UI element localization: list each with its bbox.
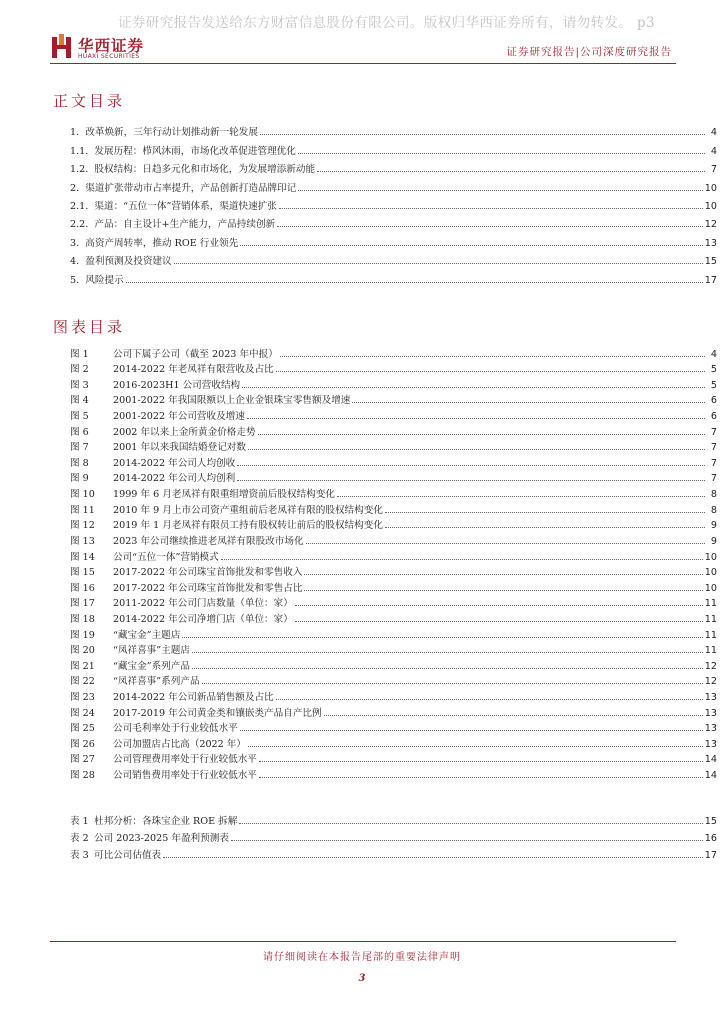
entry-page-number: 7 [710, 426, 717, 438]
entry-number: 图 8 [70, 457, 89, 469]
entry-number: 图 26 [70, 738, 95, 750]
dot-leader [317, 171, 705, 172]
figure-entry[interactable] [70, 344, 717, 360]
entry-number: 1. [70, 127, 86, 139]
toc-entry[interactable] [70, 157, 717, 175]
header-divider [50, 63, 676, 64]
entry-number: 图 11 [70, 504, 95, 516]
entry-number: 图 15 [70, 567, 95, 579]
figure-entry[interactable] [70, 672, 717, 688]
entry-page-number: 10 [704, 551, 717, 563]
dot-leader [298, 190, 702, 191]
entry-title[interactable]: 股权结构：日趋多元化和市场化，为发展增添新动能 [94, 164, 316, 176]
entry-page-number: 12 [704, 676, 717, 688]
entry-page-number: 5 [710, 364, 717, 376]
dot-leader [239, 823, 702, 824]
entry-title[interactable]: 可比公司估值表 [94, 850, 162, 861]
dot-leader [352, 402, 705, 403]
entry-number: 图 2 [70, 364, 89, 376]
entry-number: 图 23 [70, 692, 95, 704]
dot-leader [280, 356, 705, 357]
figure-entry[interactable] [70, 547, 717, 563]
entry-page-number: 17 [704, 850, 717, 861]
dot-leader [260, 134, 705, 135]
page-number: 3 [358, 973, 366, 984]
entry-number: 5. [70, 274, 86, 286]
entry-title[interactable]: 2017-2019 年公司黄金类和镶嵌类产品自产比例 [113, 707, 322, 719]
toc-entry[interactable] [70, 120, 717, 138]
figure-entry[interactable] [70, 484, 717, 500]
figure-entry[interactable] [70, 469, 717, 485]
dot-leader [248, 746, 703, 747]
entry-page-number: 4 [710, 145, 717, 157]
entry-number: 表 2 [70, 833, 89, 844]
dot-leader [126, 282, 703, 283]
entry-title[interactable]: 发展历程：栉风沐雨，市场化改革促进管理优化 [94, 145, 296, 157]
entry-page-number: 15 [704, 256, 717, 268]
entry-number: 图 1 [70, 348, 89, 360]
entry-page-number: 13 [704, 738, 717, 750]
dot-leader [163, 857, 703, 858]
table-entry[interactable] [70, 827, 717, 844]
entry-title[interactable]: 公司“五位一体”营销模式 [113, 551, 219, 563]
figure-entry[interactable] [70, 406, 717, 422]
entry-number: 图 16 [70, 582, 95, 594]
entry-number: 表 1 [70, 816, 89, 827]
dot-leader [248, 449, 705, 450]
legal-disclaimer: 请仔细阅读在本报告尾部的重要法律声明 [263, 952, 461, 963]
dot-leader [231, 840, 703, 841]
dot-leader [295, 621, 703, 622]
entry-title[interactable]: 2001-2022 年公司营收及增速 [113, 411, 245, 423]
entry-page-number: 8 [710, 489, 717, 501]
entry-number: 图 24 [70, 707, 95, 719]
dot-leader [306, 543, 705, 544]
entry-number: 图 21 [70, 660, 95, 672]
entry-page-number: 4 [710, 127, 717, 139]
figure-entry[interactable] [70, 625, 717, 641]
entry-page-number: 7 [710, 457, 717, 469]
toc-entry[interactable] [70, 267, 717, 285]
entry-number: 2.1. [70, 200, 95, 212]
dot-leader [240, 245, 703, 246]
entry-number: 2.2. [70, 219, 95, 231]
entry-number: 图 27 [70, 754, 95, 766]
entry-page-number: 9 [710, 535, 717, 547]
dot-leader [276, 699, 703, 700]
entry-number: 2. [70, 182, 86, 194]
entry-page-number: 15 [704, 816, 717, 827]
figure-entry[interactable] [70, 438, 717, 454]
dot-leader [247, 418, 705, 419]
huaxi-logo [50, 34, 170, 64]
entry-page-number: 11 [704, 598, 717, 610]
entry-title[interactable]: “藏宝金”主题店 [113, 629, 181, 641]
entry-title[interactable]: 2014-2022 年公司新品销售额及占比 [113, 692, 274, 704]
entry-number: 图 19 [70, 629, 95, 641]
entry-title[interactable]: 杜邦分析：各珠宝企业 ROE 拆解 [94, 816, 238, 827]
entry-page-number: 11 [704, 613, 717, 625]
figure-entry[interactable] [70, 578, 717, 594]
figure-entry[interactable] [70, 360, 717, 376]
dot-leader [258, 434, 705, 435]
entry-title[interactable]: 2010 年 9 月上市公司资产重组前后老凤祥有限的股权结构变化 [113, 504, 383, 516]
entry-number: 4. [70, 256, 86, 268]
entry-number: 图 10 [70, 489, 95, 501]
entry-page-number: 7 [710, 164, 717, 176]
dot-leader [324, 715, 703, 716]
entry-number: 图 28 [70, 770, 95, 782]
entry-title[interactable]: 盈利预测及投资建议 [85, 256, 172, 268]
entry-title[interactable]: 渠道：“五位一体”营销体系，渠道快速扩张 [94, 200, 277, 212]
entry-number: 图 18 [70, 613, 95, 625]
entry-number: 图 20 [70, 645, 95, 657]
entry-page-number: 10 [704, 582, 717, 594]
toc-list [70, 120, 717, 286]
entry-page-number: 12 [704, 219, 717, 231]
entry-title[interactable]: 改革焕新，三年行动计划推动新一轮发展 [85, 127, 258, 139]
dot-leader [337, 496, 705, 497]
dot-leader [240, 730, 703, 731]
figure-entry[interactable] [70, 594, 717, 610]
entry-number: 图 22 [70, 676, 95, 688]
dot-leader [295, 605, 703, 606]
entry-title[interactable]: 公司销售费用率处于行业较低水平 [113, 770, 257, 782]
entry-page-number: 16 [704, 833, 717, 844]
watermark: 证券研究报告发送给东方财富信息股份有限公司。版权归华西证券所有，请勿转发。 p3 [118, 15, 656, 31]
entry-title[interactable]: 风险提示 [85, 274, 124, 286]
entry-title[interactable]: “藏宝金”系列产品 [113, 660, 190, 672]
figure-entry[interactable] [70, 500, 717, 516]
entry-title[interactable]: 2014-2022 年公司净增门店（单位：家） [113, 613, 293, 625]
entry-number: 图 3 [70, 379, 89, 391]
entry-title[interactable]: 公司加盟店占比高（2022 年） [113, 738, 246, 750]
entry-page-number: 14 [704, 754, 717, 766]
entry-number: 图 13 [70, 535, 95, 547]
figure-entry[interactable] [70, 734, 717, 750]
entry-title[interactable]: “凤祥喜事”主题店 [113, 645, 190, 657]
dot-leader [277, 226, 703, 227]
entry-number: 图 4 [70, 395, 89, 407]
entry-number: 图 6 [70, 426, 89, 438]
toc-title: 正文目录 [53, 92, 126, 110]
figure-entry[interactable] [70, 375, 717, 391]
entry-number: 图 7 [70, 442, 89, 454]
entry-page-number: 13 [704, 707, 717, 719]
dot-leader [298, 153, 705, 154]
entry-page-number: 13 [704, 692, 717, 704]
figure-entry[interactable] [70, 765, 717, 781]
entry-number: 表 3 [70, 850, 89, 861]
toc-entry[interactable] [70, 194, 717, 212]
dot-leader [276, 371, 705, 372]
entry-title[interactable]: 2017-2022 年公司珠宝首饰批发和零售占比 [113, 582, 303, 594]
dot-leader [259, 777, 703, 778]
entry-page-number: 17 [704, 274, 717, 286]
entry-page-number: 9 [710, 520, 717, 532]
dot-leader [242, 387, 705, 388]
entry-number: 图 17 [70, 598, 95, 610]
figure-entry[interactable] [70, 609, 717, 625]
entry-page-number: 10 [704, 567, 717, 579]
entry-title[interactable]: 2023 年公司继续推进老凤祥有限股改市场化 [113, 535, 304, 547]
entry-page-number: 6 [710, 411, 717, 423]
dot-leader [192, 652, 703, 653]
entry-title[interactable]: 2011-2022 年公司门店数量（单位：家） [113, 598, 293, 610]
figure-entry[interactable] [70, 719, 717, 735]
entry-title[interactable]: 2019 年 1 月老凤祥有限员工持有股权转让前后的股权结构变化 [113, 520, 383, 532]
entry-number: 图 9 [70, 473, 89, 485]
figure-entry[interactable] [70, 687, 717, 703]
entry-title[interactable]: 2014-2022 年老凤祥有限营收及占比 [113, 364, 274, 376]
entry-title[interactable]: 2002 年以来上金所黄金价格走势 [113, 426, 256, 438]
figure-entry[interactable] [70, 422, 717, 438]
toc-entry[interactable] [70, 249, 717, 267]
entry-title[interactable]: 产品：自主设计+生产能力，产品持续创新 [94, 219, 276, 231]
entry-page-number: 7 [710, 442, 717, 454]
tables-list [70, 810, 717, 861]
entry-number: 图 14 [70, 551, 95, 563]
entry-page-number: 10 [704, 182, 717, 194]
entry-number: 图 25 [70, 723, 95, 735]
figure-entry[interactable] [70, 656, 717, 672]
entry-title[interactable]: 1999 年 6 月老凤祥有限重组增资前后股权结构变化 [113, 489, 335, 501]
entry-page-number: 8 [710, 504, 717, 516]
entry-page-number: 6 [710, 395, 717, 407]
entry-title[interactable]: 2014-2022 年公司人均创收 [113, 457, 236, 469]
entry-page-number: 7 [710, 473, 717, 485]
table-entry[interactable] [70, 844, 717, 861]
entry-title[interactable]: 公司管理费用率处于行业较低水平 [113, 754, 257, 766]
figure-entry[interactable] [70, 531, 717, 547]
entry-number: 3. [70, 237, 86, 249]
huaxi-logo-icon [50, 34, 74, 60]
figure-entry[interactable] [70, 453, 717, 469]
toc-entry[interactable] [70, 175, 717, 193]
entry-number: 1.1. [70, 145, 95, 157]
footer-divider [50, 941, 676, 942]
entry-title[interactable]: 2017-2022 年公司珠宝首饰批发和零售收入 [113, 567, 303, 579]
dot-leader [221, 559, 703, 560]
figures-list [70, 344, 717, 781]
figure-entry[interactable] [70, 641, 717, 657]
entry-page-number: 11 [704, 629, 717, 641]
figure-entry[interactable] [70, 391, 717, 407]
toc-entry[interactable] [70, 230, 717, 248]
entry-page-number: 13 [704, 237, 717, 249]
figure-entry[interactable] [70, 750, 717, 766]
dot-leader [385, 512, 705, 513]
figures-title: 图表目录 [53, 318, 126, 336]
toc-entry[interactable] [70, 138, 717, 156]
figure-entry[interactable] [70, 516, 717, 532]
entry-title[interactable]: 高资产周转率，推动 ROE 行业领先 [85, 237, 239, 249]
entry-title[interactable]: 2001-2022 年我国限额以上企业金银珠宝零售额及增速 [113, 395, 351, 407]
figure-entry[interactable] [70, 563, 717, 579]
entry-title[interactable]: 2001 年以来我国结婚登记对数 [113, 442, 246, 454]
dot-leader [279, 208, 703, 209]
entry-number: 图 12 [70, 520, 95, 532]
entry-title[interactable]: “凤祥喜事”系列产品 [113, 676, 200, 688]
dot-leader [385, 527, 705, 528]
dot-leader [202, 683, 703, 684]
entry-page-number: 11 [704, 645, 717, 657]
entry-page-number: 12 [704, 660, 717, 672]
entry-page-number: 10 [704, 200, 717, 212]
dot-leader [304, 574, 702, 575]
entry-page-number: 4 [710, 348, 717, 360]
entry-title[interactable]: 公司下属子公司（截至 2023 年中报） [113, 348, 278, 360]
entry-page-number: 5 [710, 379, 717, 391]
figure-entry[interactable] [70, 703, 717, 719]
entry-title[interactable]: 渠道扩张带动市占率提升，产品创新打造品牌印记 [85, 182, 297, 194]
toc-entry[interactable] [70, 212, 717, 230]
brand-name-en: HUAXI SECURITIES [78, 53, 140, 60]
entry-title[interactable]: 2014-2022 年公司人均创利 [113, 473, 236, 485]
dot-leader [192, 668, 703, 669]
dot-leader [174, 263, 703, 264]
entry-number: 图 5 [70, 411, 89, 423]
entry-page-number: 14 [704, 770, 717, 782]
table-entry[interactable] [70, 810, 717, 827]
entry-title[interactable]: 公司 2023-2025 年盈利预测表 [94, 833, 229, 844]
report-type: 证券研究报告|公司深度研究报告 [506, 46, 672, 58]
dot-leader [237, 465, 705, 466]
entry-number: 1.2. [70, 164, 95, 176]
entry-title[interactable]: 公司毛利率处于行业较低水平 [113, 723, 238, 735]
entry-title[interactable]: 2016-2023H1 公司营收结构 [113, 379, 241, 391]
entry-page-number: 13 [704, 723, 717, 735]
dot-leader [237, 480, 705, 481]
dot-leader [304, 590, 702, 591]
dot-leader [259, 761, 703, 762]
dot-leader [182, 637, 702, 638]
brand-name-cn: 华西证券 [78, 37, 145, 55]
